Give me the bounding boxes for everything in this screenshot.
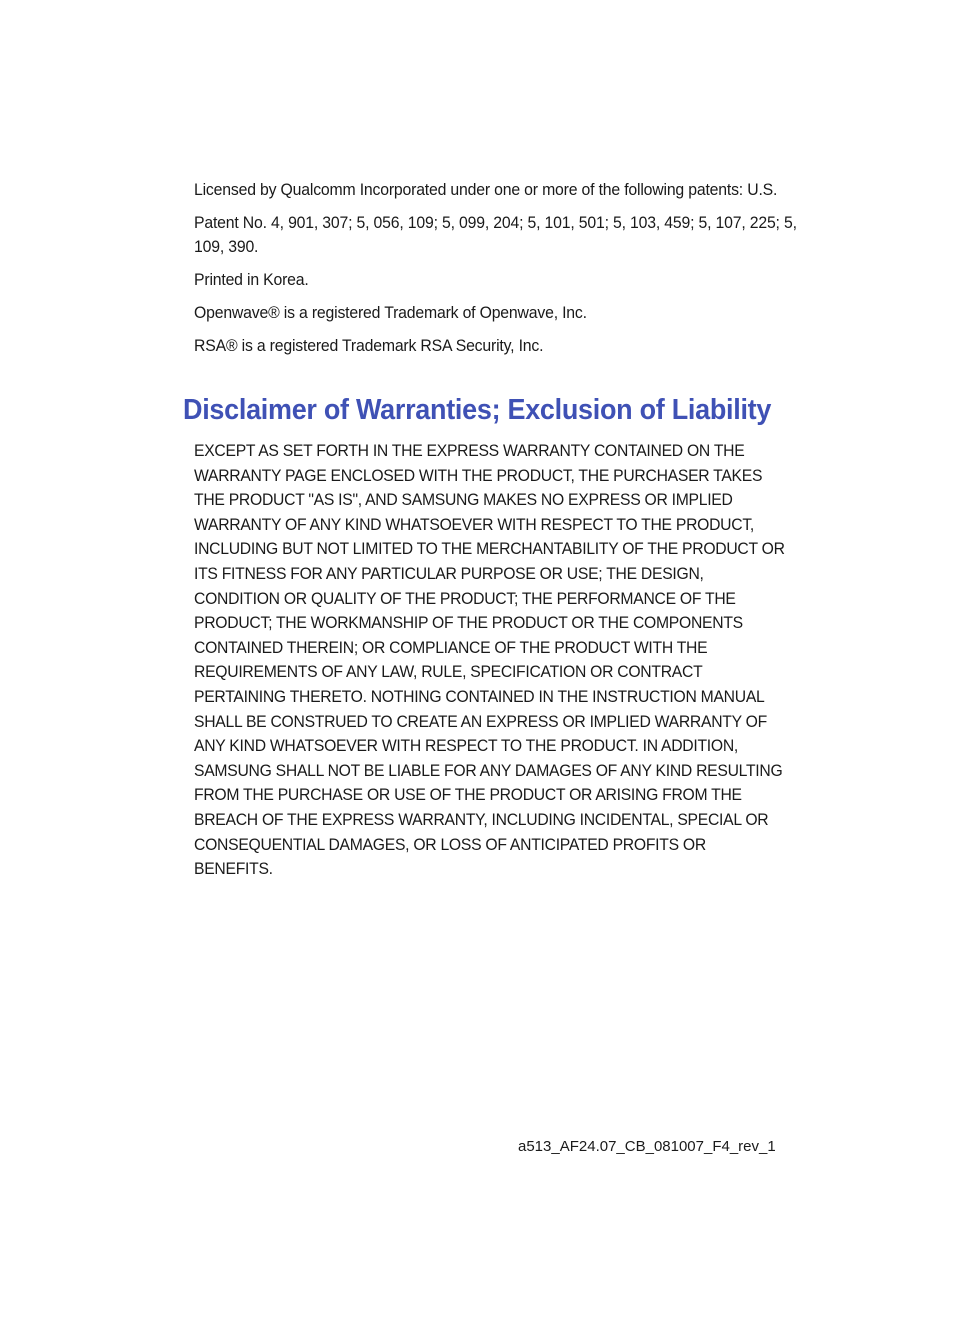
rsa-trademark-text: RSA® is a registered Trademark RSA Security, Inc. <box>194 336 544 355</box>
disclaimer-body: EXCEPT AS SET FORTH IN THE EXPRESS WARRANTY CONTAINED ON THE WARRANTY PAGE ENCLOSED WITH THE PRODUCT, THE PURCHASER TAKES THE PRODUCT "AS IS", AND SAMSUNG MAKES NO EXPRESS OR IMPLIED WARRANTY OF ANY KIND WHATSOEVER WITH RESPECT TO THE PRODUCT, INCLUDING BUT NOT LIMITED TO THE MERCHANTABILITY OF THE PRODUCT OR ITS FITNESS FOR ANY PARTICULAR PURPOSE OR USE; THE DESIGN, CONDITION OR QUALITY OF THE PRODUCT; THE PERFORMANCE OF THE PRODUCT; THE WORKMANSHIP OF THE PRODUCT OR THE COMPONENTS CONTAINED THEREIN; OR COMPLIANCE OF THE PRODUCT WITH THE REQUIREMENTS OF ANY LAW, RULE, SPECIFICATION OR CONTRACT PERTAINING THERETO. NOTHING CONTAINED IN THE INSTRUCTION MANUAL SHALL BE CONSTRUED TO CREATE AN EXPRESS OR IMPLIED WARRANTY OF ANY KIND WHATSOEVER WITH RESPECT TO THE PRODUCT. IN ADDITION, SAMSUNG SHALL NOT BE LIABLE FOR ANY DAMAGES OF ANY KIND RESULTING FROM THE PURCHASE OR USE OF THE PRODUCT OR ARISING FROM THE BREACH OF THE EXPRESS WARRANTY, INCLUDING INCIDENTAL, SPECIAL OR CONSEQUENTIAL DAMAGES, OR LOSS OF ANTICIPATED PROFITS OR BENEFITS. <box>194 441 785 879</box>
patent-numbers-text: Patent No. 4, 901, 307; 5, 056, 109; 5, 099, 204; 5, 101, 501; 5, 103, 459; 5, 107, 225; 5, 109, 390. <box>194 213 797 256</box>
document-code: a513_AF24.07_CB_081007_F4_rev_1 <box>518 1138 776 1155</box>
printed-in-text: Printed in Korea. <box>194 270 309 289</box>
section-heading: Disclaimer of Warranties; Exclusion of Liability <box>183 394 772 426</box>
openwave-trademark-text: Openwave® is a registered Trademark of Openwave, Inc. <box>194 303 587 322</box>
patent-license-text: Licensed by Qualcomm Incorporated under one or more of the following patents: U.S. <box>194 180 778 199</box>
license-notices <box>194 178 804 367</box>
